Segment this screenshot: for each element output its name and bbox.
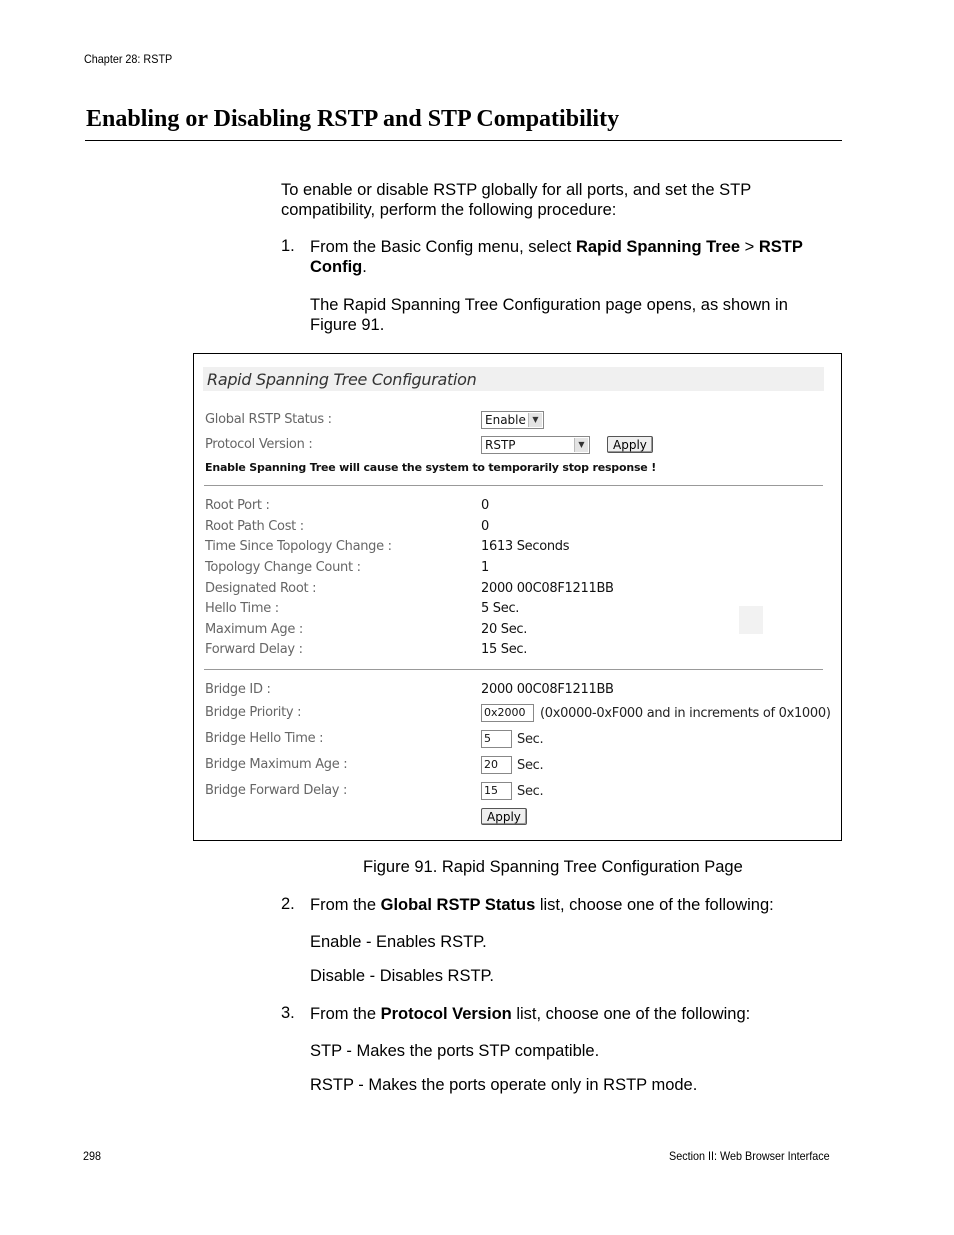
step-1-number: 1. (281, 237, 295, 255)
designated-root-value: 2000 00C08F1211BB (481, 581, 614, 596)
protocol-version-value: RSTP (485, 438, 516, 452)
page-number: 298 (83, 1149, 102, 1163)
root-port-value: 0 (481, 498, 489, 513)
time-since-topology-change-value: 1613 Seconds (481, 539, 570, 554)
topology-change-count-value: 1 (481, 560, 489, 575)
bridge-hello-time-input[interactable]: 5 (481, 730, 512, 748)
figure-title: Rapid Spanning Tree Configuration (207, 370, 477, 389)
step-3-text (310, 1004, 840, 1024)
step-1-text (310, 237, 830, 277)
step-3-field: Protocol Version (380, 1005, 512, 1023)
sec-unit: Sec. (517, 758, 544, 773)
root-path-cost-label: Root Path Cost : (205, 519, 304, 534)
step-1-note: The Rapid Spanning Tree Configuration page opens, as shown in Figure 91. (310, 296, 788, 334)
root-port-label: Root Port : (205, 498, 270, 513)
intro-paragraph: To enable or disable RSTP globally for all ports, and set the STP compatibility, perform the following procedure: (281, 181, 751, 219)
apply-button[interactable]: Apply (607, 436, 653, 453)
chevron-down-icon: ▼ (528, 413, 542, 427)
step-3-post: list, choose one of the following: (511, 1005, 751, 1023)
topology-change-count-label: Topology Change Count : (205, 560, 361, 575)
step-2-option-disable: Disable - Disables RSTP. (310, 967, 495, 985)
step-1-mid: > (740, 238, 759, 256)
step-2-option-enable: Enable - Enables RSTP. (310, 933, 487, 951)
hello-time-value: 5 Sec. (481, 601, 520, 616)
root-path-cost-value: 0 (481, 519, 489, 534)
bridge-hello-time-label: Bridge Hello Time : (205, 731, 324, 746)
title-rule (85, 140, 842, 141)
apply-bridge-button[interactable]: Apply (481, 808, 527, 825)
step-1-pre: From the Basic Config menu, select (310, 238, 576, 256)
figure-title-bar (203, 367, 824, 391)
chapter-header: Chapter 28: RSTP (84, 52, 173, 66)
designated-root-label: Designated Root : (205, 581, 317, 596)
step-2-post: list, choose one of the following: (535, 896, 774, 914)
step-1-submenu: RSTP Config (310, 238, 803, 276)
step-1-post: . (362, 258, 367, 276)
bridge-maximum-age-input[interactable]: 20 (481, 756, 512, 774)
bridge-id-label: Bridge ID : (205, 682, 271, 697)
maximum-age-label: Maximum Age : (205, 622, 303, 637)
step-2-text (310, 895, 840, 915)
hello-time-label: Hello Time : (205, 601, 279, 616)
bridge-priority-label: Bridge Priority : (205, 705, 302, 720)
separator (204, 485, 823, 486)
forward-delay-label: Forward Delay : (205, 642, 303, 657)
warning-text: Enable Spanning Tree will cause the system to temporarily stop response ! (205, 461, 657, 474)
bridge-forward-delay-input[interactable]: 15 (481, 782, 512, 800)
global-rstp-status-select[interactable] (481, 411, 544, 429)
step-3-option-rstp: RSTP - Makes the ports operate only in RSTP mode. (310, 1076, 698, 1094)
bridge-forward-delay-label: Bridge Forward Delay : (205, 783, 348, 798)
step-2-pre: From the (310, 896, 381, 914)
global-rstp-status-value: Enable (485, 413, 526, 427)
step-3-option-stp: STP - Makes the ports STP compatible. (310, 1042, 600, 1060)
step-3-number: 3. (281, 1004, 295, 1022)
global-rstp-status-label: Global RSTP Status : (205, 412, 332, 427)
chevron-down-icon: ▼ (574, 438, 588, 452)
time-since-topology-change-label: Time Since Topology Change : (205, 539, 392, 554)
footer-section: Section II: Web Browser Interface (669, 1149, 830, 1163)
forward-delay-value: 15 Sec. (481, 642, 528, 657)
protocol-version-label: Protocol Version : (205, 437, 313, 452)
bridge-priority-input[interactable]: 0x2000 (481, 704, 534, 722)
protocol-version-select[interactable] (481, 436, 590, 454)
bridge-priority-hint: (0x0000-0xF000 and in increments of 0x1000) (540, 706, 831, 721)
figure-screenshot (193, 353, 842, 841)
separator (204, 669, 823, 670)
step-1-menu: Rapid Spanning Tree (575, 238, 741, 256)
figure-caption: Figure 91. Rapid Spanning Tree Configuration Page (363, 858, 743, 876)
maximum-age-value: 20 Sec. (481, 622, 528, 637)
blank-area (739, 606, 763, 634)
sec-unit: Sec. (517, 784, 544, 799)
sec-unit: Sec. (517, 732, 544, 747)
step-3-pre: From the (310, 1005, 381, 1023)
step-2-field: Global RSTP Status (380, 896, 536, 914)
section-title: Enabling or Disabling RSTP and STP Compatibility (86, 106, 620, 132)
bridge-id-value: 2000 00C08F1211BB (481, 682, 614, 697)
step-2-number: 2. (281, 895, 295, 913)
bridge-maximum-age-label: Bridge Maximum Age : (205, 757, 348, 772)
